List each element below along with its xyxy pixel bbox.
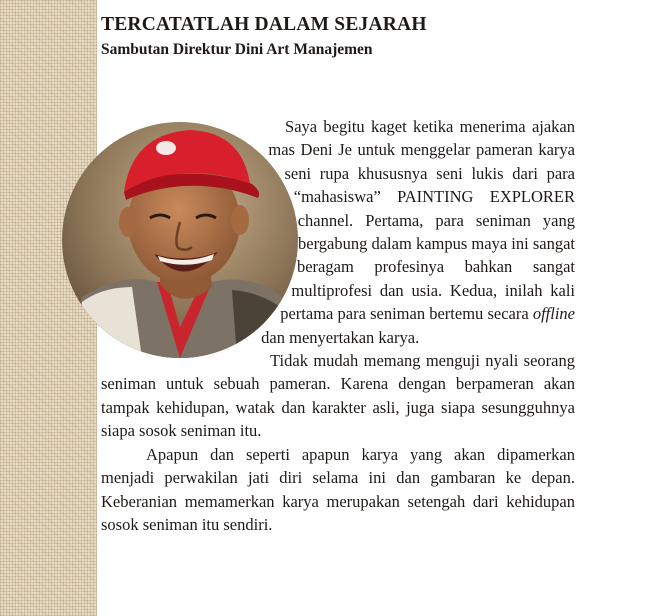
page-title: TERCATATLAH DALAM SEJARAH [101,14,427,35]
page-subtitle: Sambutan Direktur Dini Art Manajemen [101,41,373,58]
paragraph-1-part-2: dan menyertakan karya. [261,327,420,347]
linen-texture-strip [0,0,97,616]
paragraph-1-part-1: Saya begitu kaget ketika menerima ajakan mas Deni Je untuk menggelar pameran karya seni rupa khususnya seni lukis dari para “mahasiswa” PAINTING EXPLORER channel. Pertama, para seniman yang bergabung dalam kampus maya ini sangat beragam profesinya bahkan sangat multiprofesi dan usia. Kedua, inilah kali pertama para seniman bertemu secara [268,117,575,324]
paragraph-3: Apapun dan seperti apapun karya yang akan dipamerkan menjadi perwakilan jati diri selama ini dan gambaran ke depan. Keberanian memamerkan karya merupakan setengah dari kehidupan sosok seniman itu sendiri. [101,444,575,534]
paragraph-1-italic: offline [532,304,575,324]
paragraph-2: Tidak mudah memang menguji nyali seorang seniman untuk sebuah pameran. Karena dengan berpameran akan tampak kehidupan, watak dan karakter asli, juga siapa sesungguhnya siapa sosok seniman itu. [101,351,575,441]
article-body [101,115,575,536]
